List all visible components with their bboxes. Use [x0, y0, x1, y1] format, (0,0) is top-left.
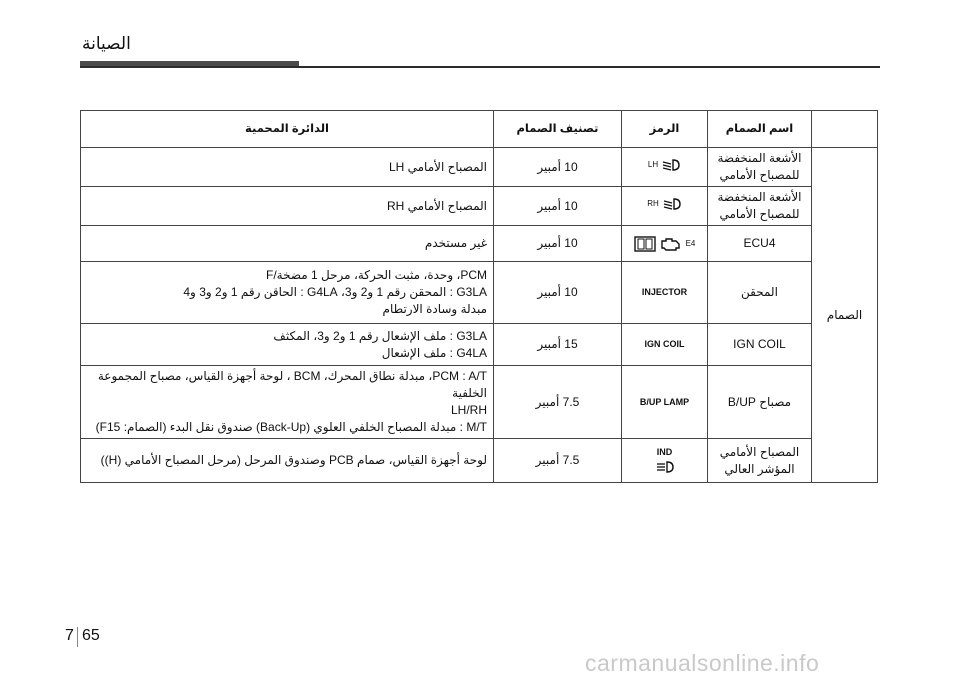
fuse-table	[80, 110, 878, 483]
header-protected-circuit: الدائرة المحمية	[81, 111, 494, 148]
fuse-name	[708, 439, 812, 483]
fuse-name-line: للمصباح الأمامي	[719, 168, 800, 182]
table-row	[81, 366, 878, 439]
fuse-name	[708, 324, 812, 366]
manual-book-icon	[634, 236, 656, 252]
fuse-symbol-sup: LH	[647, 160, 659, 170]
fuse-symbol: IGN COIL	[622, 324, 708, 366]
fuse-name	[708, 148, 812, 187]
table-row	[81, 226, 878, 262]
fuse-circuit	[81, 187, 494, 226]
table-row	[81, 187, 878, 226]
table-row	[81, 262, 878, 324]
header-group	[812, 111, 878, 148]
fuse-name-line: الأشعة المنخفضة	[717, 151, 802, 165]
fuse-name	[708, 226, 812, 262]
header-symbol: الرمز	[622, 111, 708, 148]
table-row	[81, 148, 878, 187]
fuse-rating: 10 أمبير	[494, 148, 622, 187]
header-fuse-name: اسم الصمام	[708, 111, 812, 148]
table-header-row	[81, 111, 878, 148]
fuse-rating: 15 أمبير	[494, 324, 622, 366]
page-section-title: الصيانة	[82, 34, 131, 53]
fuse-circuit-line: LH/RH	[450, 403, 487, 417]
fuse-rating: 10 أمبير	[494, 262, 622, 324]
chapter-number: 7	[65, 627, 74, 644]
fuse-circuit-line: غير مستخدم	[424, 236, 487, 250]
fuse-symbol: B/UP LAMP	[622, 366, 708, 439]
fuse-circuit	[81, 226, 494, 262]
page-number: 65	[82, 627, 100, 644]
fuse-name-line: الأشعة المنخفضة	[717, 190, 802, 204]
fuse-symbol	[622, 439, 708, 483]
fuse-name	[708, 366, 812, 439]
fuse-symbol-sup: RH	[647, 199, 659, 209]
low-beam-headlamp-icon	[662, 197, 682, 211]
fuse-rating: 7.5 أمبير	[494, 366, 622, 439]
fuse-rating: 7.5 أمبير	[494, 439, 622, 483]
fuse-circuit-line: مبدلة وسادة الارتطام	[382, 302, 487, 316]
fuse-name-line: المحقن	[741, 285, 778, 299]
engine-check-icon	[659, 236, 683, 252]
watermark: carmanualsonline.info	[585, 650, 820, 676]
fuse-symbol-sup: E4	[685, 239, 696, 248]
fuse-symbol-text: IND	[656, 447, 673, 457]
fuse-name-line: ECU4	[743, 236, 776, 250]
header-rule-thin	[80, 66, 880, 68]
low-beam-headlamp-icon	[661, 158, 681, 172]
fuse-name-line: IGN COIL	[733, 337, 786, 351]
fuse-symbol	[622, 187, 708, 226]
fuse-circuit	[81, 366, 494, 439]
fuse-circuit-line: PCM، وحدة، مثبت الحركة، مرحل 1 مضخة/F	[266, 268, 487, 282]
fuse-name-line: للمصباح الأمامي	[719, 207, 800, 221]
fuse-symbol	[622, 148, 708, 187]
fuse-circuit	[81, 439, 494, 483]
fuse-symbol	[622, 226, 708, 262]
fuse-circuit-line: لوحة أجهزة القياس، صمام PCB وصندوق المرحل (مرحل المصباح الأمامي (H))	[100, 453, 487, 467]
fuse-name	[708, 187, 812, 226]
table-row	[81, 324, 878, 366]
high-beam-headlamp-icon	[655, 460, 675, 474]
fuse-name-line: المصباح الأمامي	[719, 444, 800, 459]
fuse-circuit-line: المصباح الأمامي RH	[386, 198, 487, 213]
fuse-name	[708, 262, 812, 324]
fuse-name-line: مصباح B/UP	[727, 394, 792, 409]
fuse-circuit-line: PCM : A/T، مبدلة نطاق المحرك، BCM ، لوحة أجهزة القياس، مصباح المجموعة الخلفية	[97, 369, 487, 400]
fuse-rating: 10 أمبير	[494, 187, 622, 226]
fuse-rating: 10 أمبير	[494, 226, 622, 262]
fuse-circuit-line: M/T : مبدلة المصباح الخلفي العلوي (Back-Up) صندوق نقل البدء (الصمام: F15)	[95, 420, 487, 434]
header-rating: تصنيف الصمام	[494, 111, 622, 148]
fuse-group-label: الصمام	[812, 148, 878, 483]
fuse-circuit-line: G3LA : المحقن رقم 1 و2 و3، G4LA : الحاقن رقم 1 و2 و3 و4	[183, 285, 487, 299]
footer-divider	[77, 627, 78, 647]
table-row	[81, 439, 878, 483]
fuse-circuit-line: G3LA : ملف الإشعال رقم 1 و2 و3، المكثف	[273, 328, 487, 343]
fuse-circuit	[81, 148, 494, 187]
fuse-circuit-line: G4LA : ملف الإشعال	[381, 345, 487, 360]
fuse-symbol: INJECTOR	[622, 262, 708, 324]
fuse-circuit	[81, 324, 494, 366]
fuse-circuit-line: المصباح الأمامي LH	[388, 159, 487, 174]
fuse-name-line: المؤشر العالي	[724, 461, 795, 476]
fuse-circuit	[81, 262, 494, 324]
